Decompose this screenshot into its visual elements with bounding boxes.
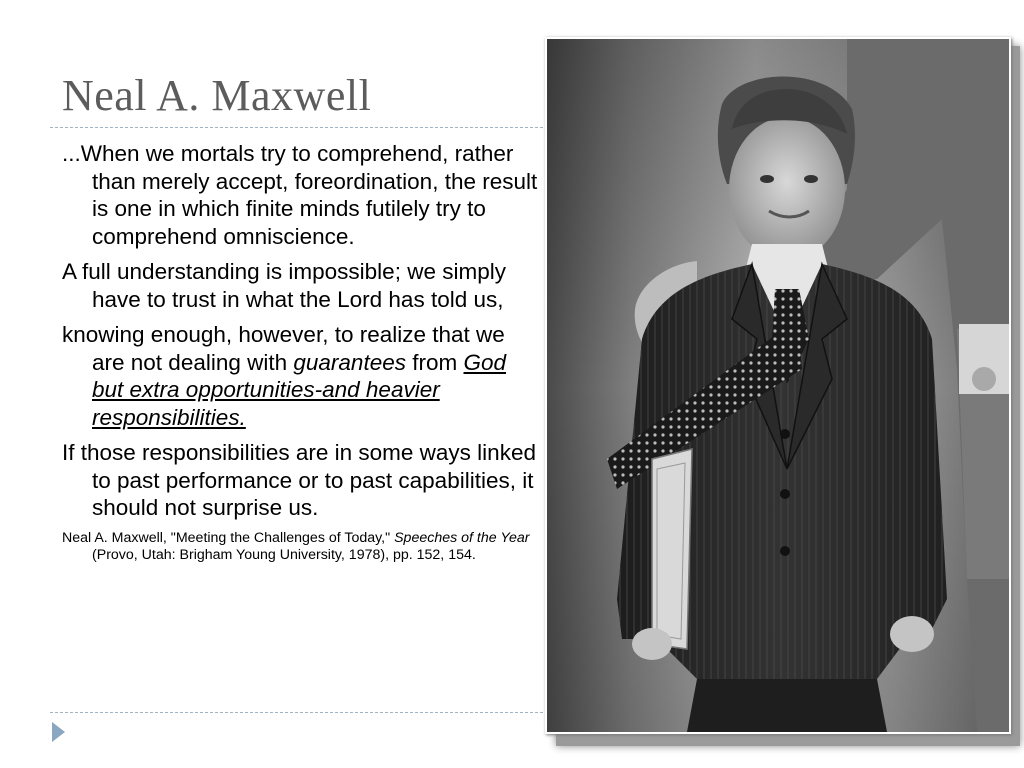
boy-in-suit-photo xyxy=(547,39,1009,732)
slide-title: Neal A. Maxwell xyxy=(62,71,372,120)
photo-frame xyxy=(545,37,1011,734)
from-text: from xyxy=(405,349,464,375)
paragraph-3 xyxy=(62,321,542,431)
guarantees-text: guarantees xyxy=(293,349,406,375)
paragraph-3-prefix: knowing enough, however, to realize that we are not dealing with xyxy=(62,322,505,375)
footer-divider xyxy=(50,712,543,713)
citation xyxy=(62,530,542,564)
citation-details: (Provo, Utah: Brigham Young University, 1978), pp. 152, 154. xyxy=(92,546,476,563)
paragraph-1: ...When we mortals try to comprehend, rather than merely accept, foreordination, the result is one in which finite minds futilely try to comprehend omniscience. xyxy=(62,141,538,249)
triangle-right-icon[interactable] xyxy=(52,722,65,742)
title-divider xyxy=(50,127,543,128)
paragraph-2: A full understanding is impossible; we simply have to trust in what the Lord has told us, xyxy=(62,259,506,312)
opportunities-text: God but extra opportunities-and heavier responsibilities. xyxy=(92,349,507,430)
paragraph-4: If those responsibilities are in some ways linked to past performance or to past capabilities, it should not surprise us. xyxy=(62,440,536,520)
citation-book: Speeches of the Year xyxy=(394,529,530,546)
citation-author: Neal A. Maxwell, "Meeting the Challenges of Today," xyxy=(62,529,395,546)
slide-body xyxy=(62,140,542,564)
